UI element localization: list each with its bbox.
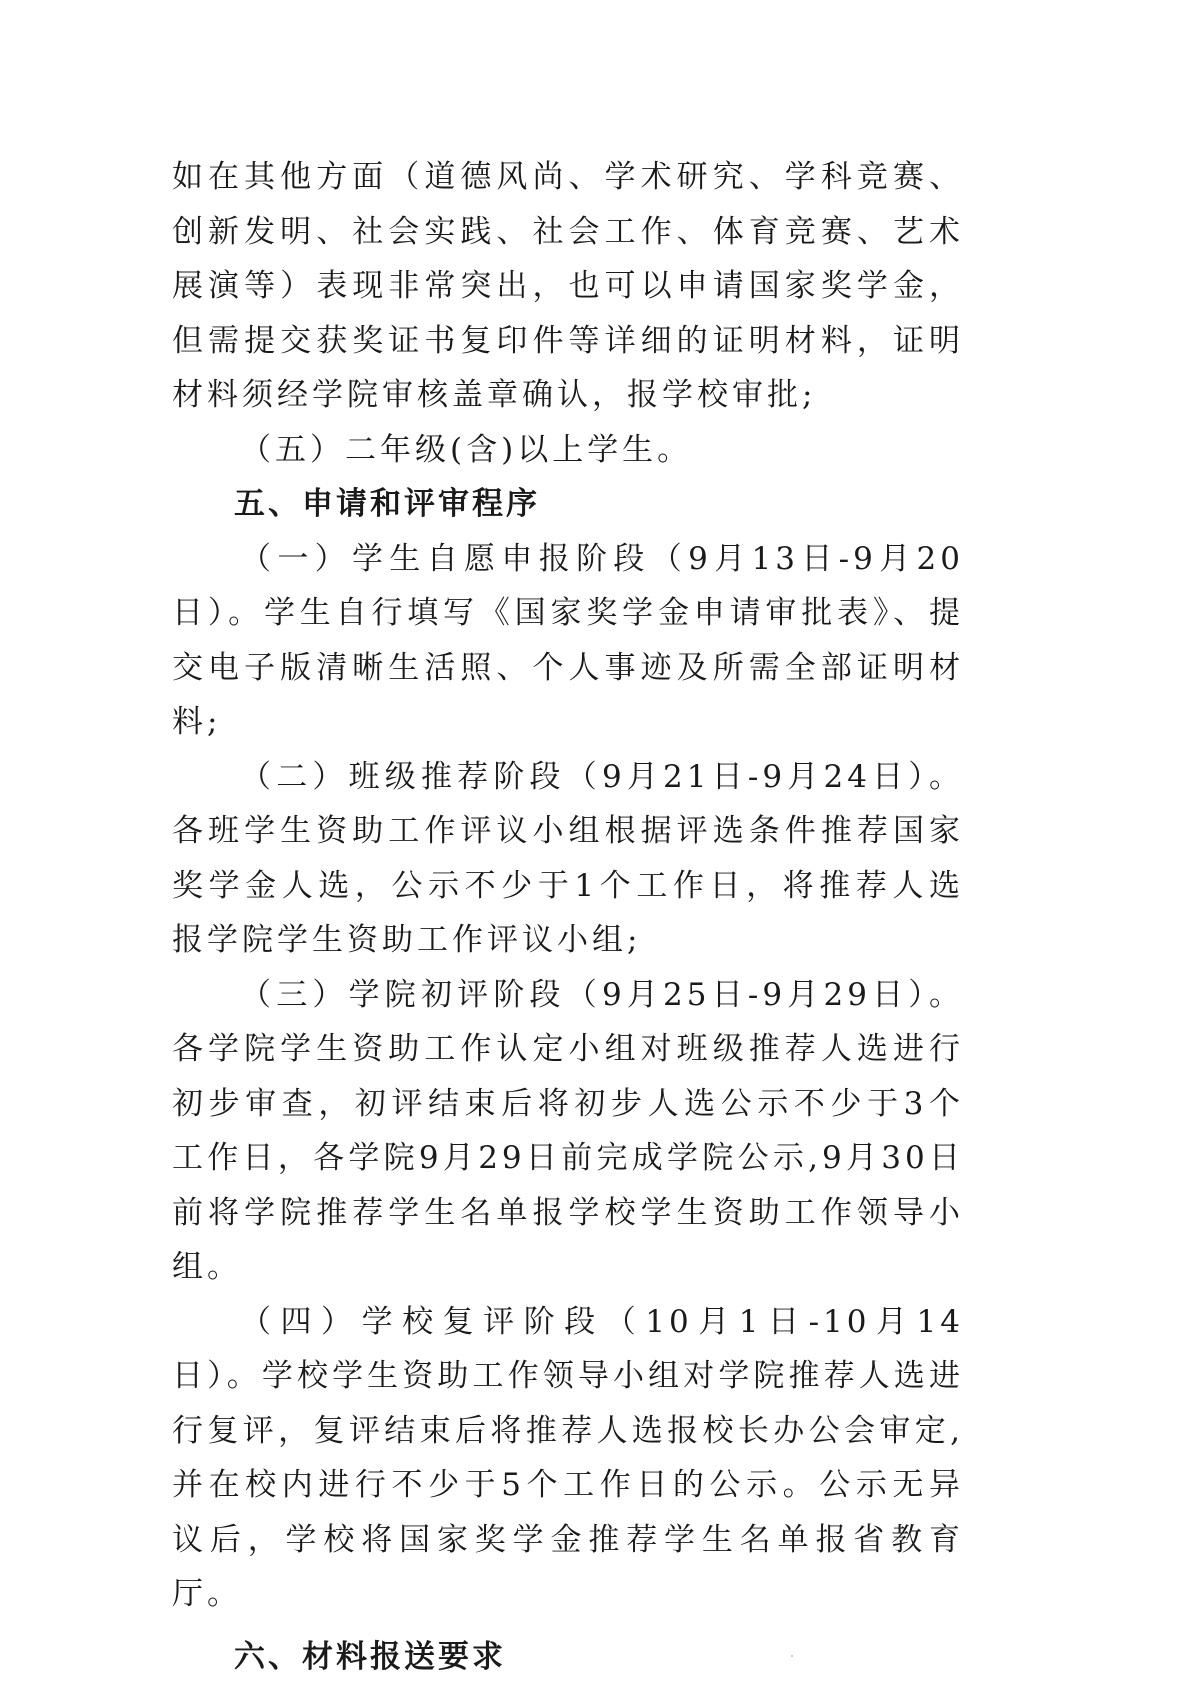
paragraph-stage-four: （四）学校复评阶段（10月1日-10月14日）。学校学生资助工作领导小组对学院推荐人选进行复评，复评结束后将推荐人选报校长办公会审定,并在校内进行不少于5个工作日的公示。公示无异议后，学校将国家奖学金推荐学生名单报省教育厅。 bbox=[172, 1295, 964, 1622]
scan-speck bbox=[791, 1655, 793, 1657]
paragraph-stage-three: （三）学院初评阶段（9月25日-9月29日）。各学院学生资助工作认定小组对班级推荐人选进行初步审查，初评结束后将初步人选公示不少于3个工作日，各学院9月29日前完成学院公示,9月30日前将学院推荐学生名单报学校学生资助工作领导小组。 bbox=[172, 968, 964, 1295]
paragraph-continued-criteria: 如在其他方面（道德风尚、学术研究、学科竞赛、创新发明、社会实践、社会工作、体育竞赛、艺术展演等）表现非常突出，也可以申请国家奖学金，但需提交获奖证书复印件等详细的证明材料，证明材料须经学院审核盖章确认，报学校审批; bbox=[172, 150, 964, 423]
paragraph-stage-two: （二）班级推荐阶段（9月21日-9月24日）。各班学生资助工作评议小组根据评选条件推荐国家奖学金人选，公示不少于1个工作日，将推荐人选报学院学生资助工作评议小组; bbox=[172, 750, 964, 968]
paragraph-stage-one: （一）学生自愿申报阶段（9月13日-9月20日）。学生自行填写《国家奖学金申请审批表》、提交电子版清晰生活照、个人事迹及所需全部证明材料; bbox=[172, 532, 964, 750]
section-heading-material-submission: 六、材料报送要求 bbox=[172, 1630, 964, 1684]
document-body bbox=[172, 150, 964, 1684]
paragraph-item-five: （五）二年级(含)以上学生。 bbox=[172, 423, 964, 478]
section-heading-application-procedure: 五、申请和评审程序 bbox=[172, 477, 964, 532]
